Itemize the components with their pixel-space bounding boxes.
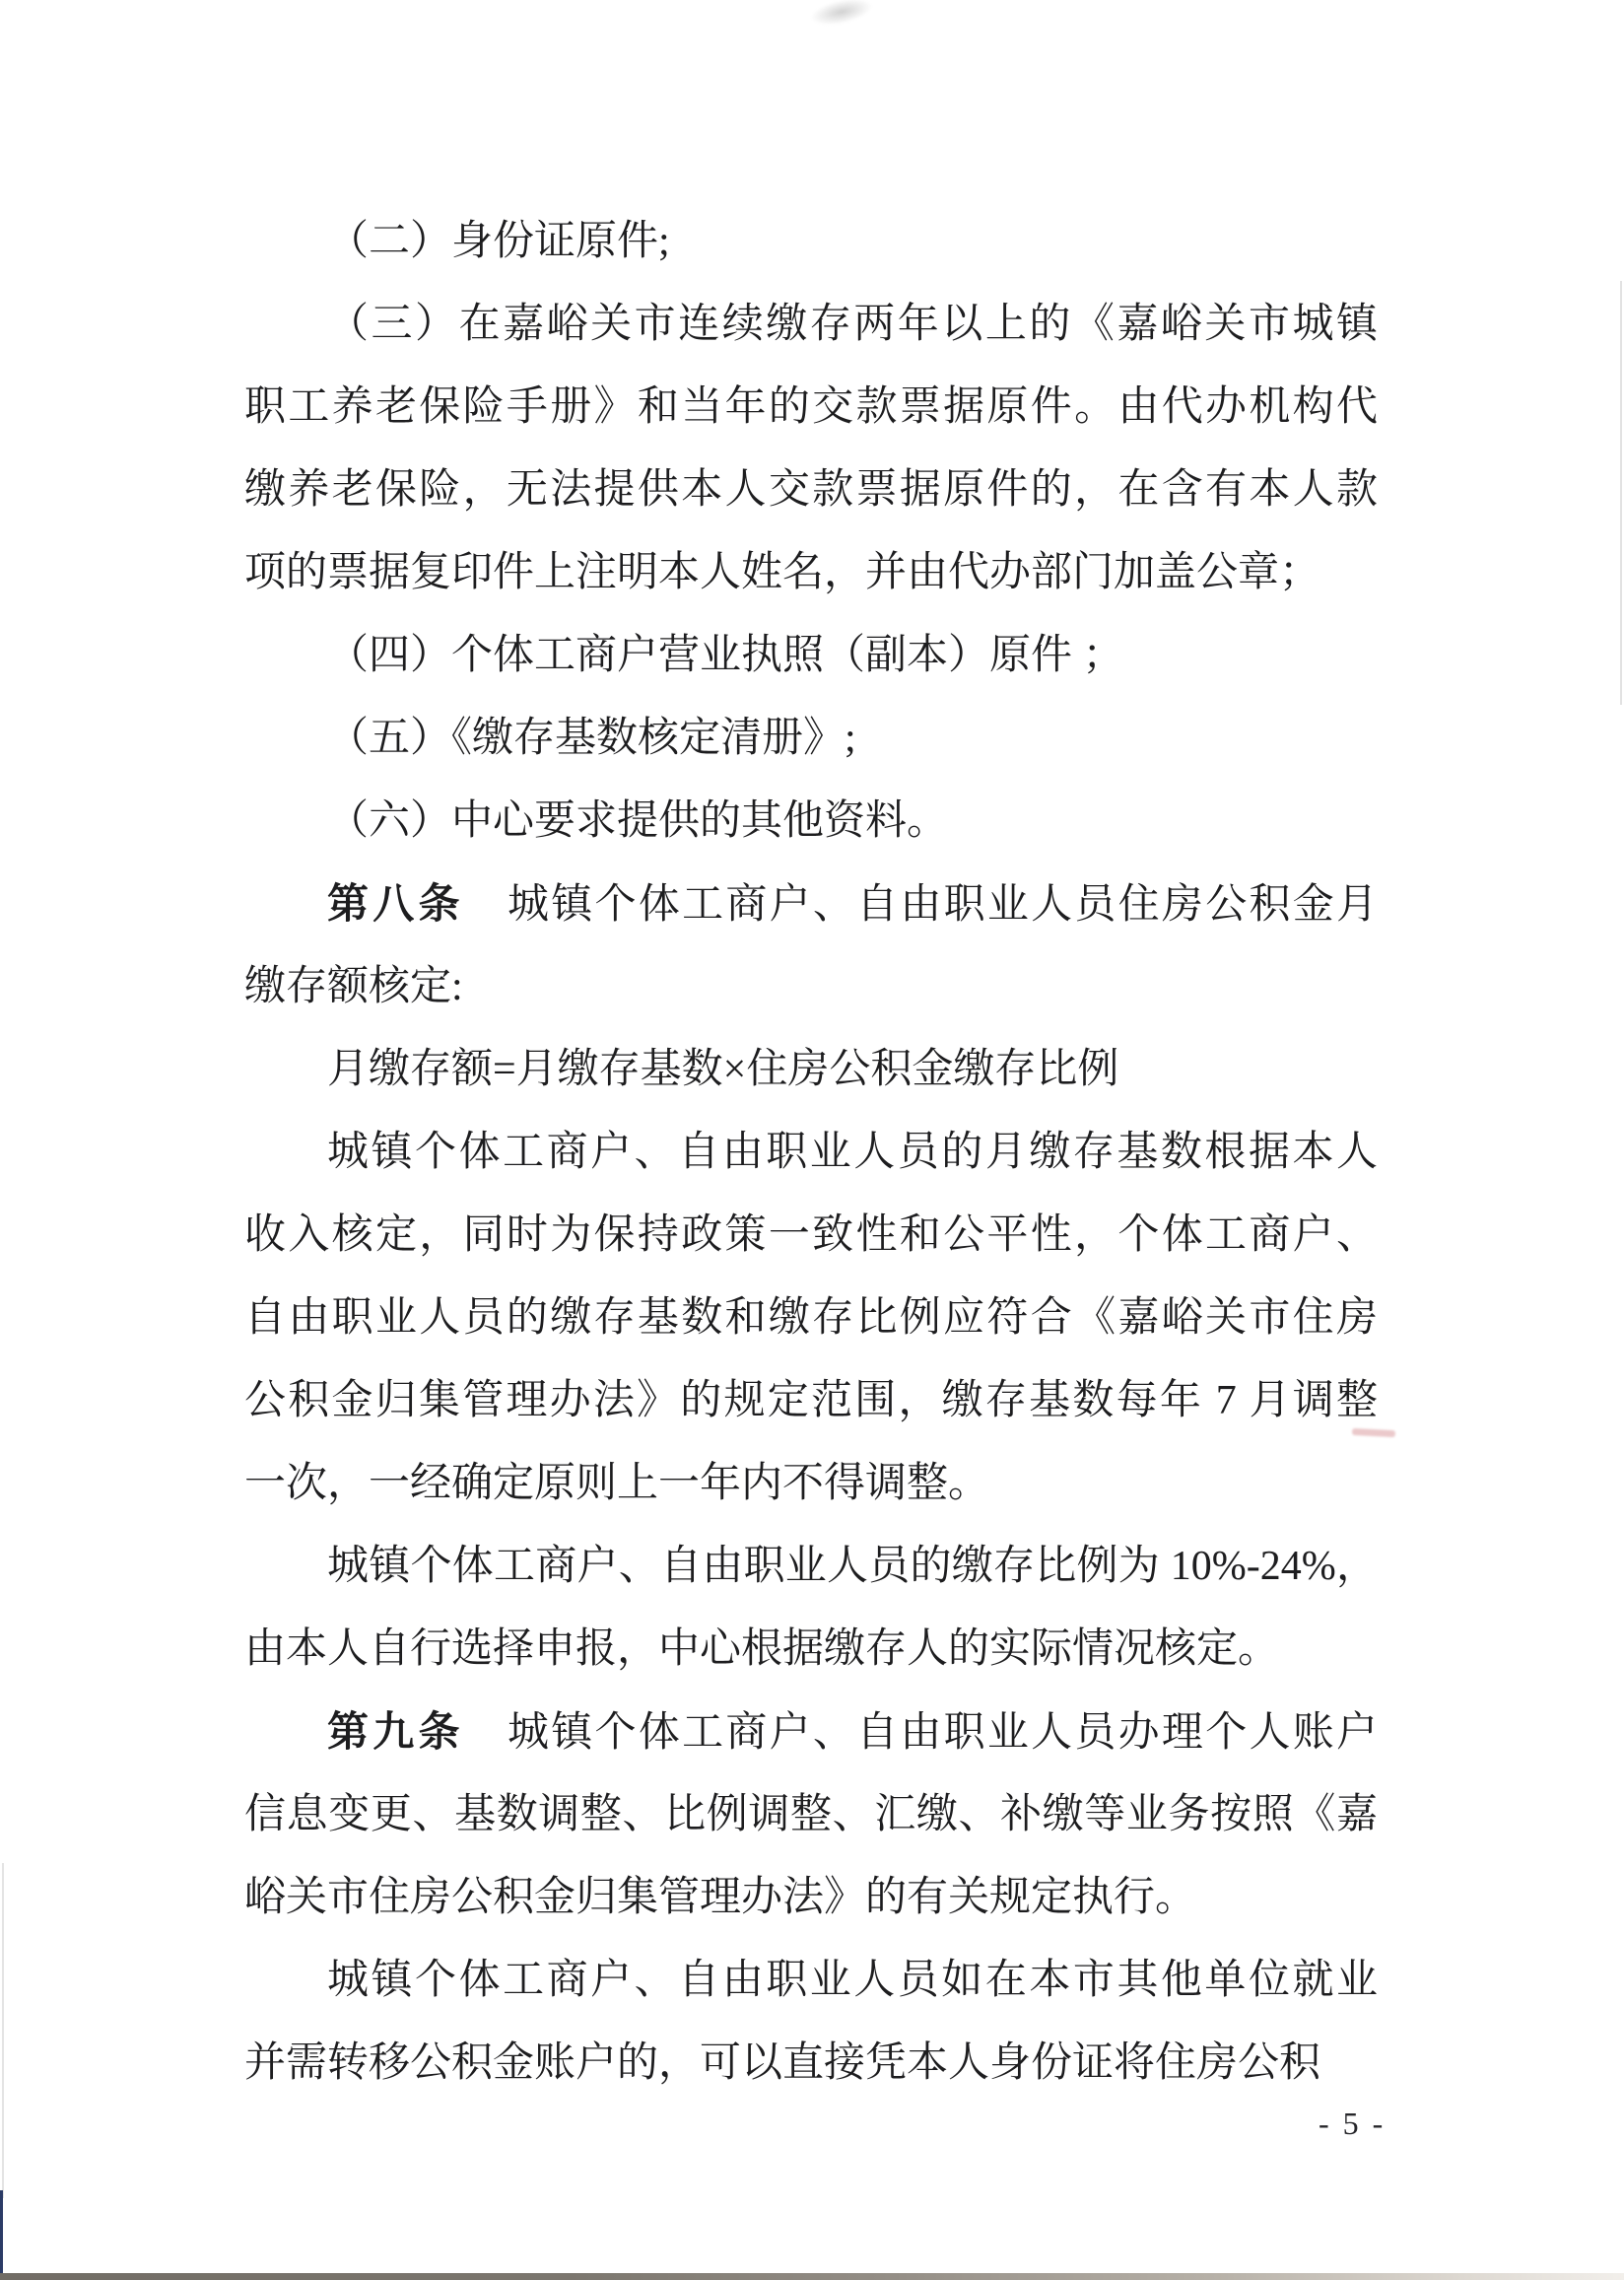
page-number: - 5 - xyxy=(1319,2106,1387,2141)
text-line: 峪关市住房公积金归集管理办法》的有关规定执行。 xyxy=(244,1875,1197,1920)
text-line: 公积金归集管理办法》的规定范围，缴存基数每年 7 月调整 xyxy=(244,1378,1378,1423)
text-line: 第九条 城镇个体工商户、自由职业人员办理个人账户 xyxy=(327,1708,1378,1756)
text-line: 缴养老保险，无法提供本人交款票据原件的，在含有本人款 xyxy=(244,467,1378,513)
text-line: 收入核定，同时为保持政策一致性和公平性，个体工商户、 xyxy=(244,1212,1378,1258)
text-line: 信息变更、基数调整、比例调整、汇缴、补缴等业务按照《嘉 xyxy=(244,1792,1378,1837)
text-line: 职工养老保险手册》和当年的交款票据原件。由代办机构代 xyxy=(244,384,1378,430)
text-line: 自由职业人员的缴存基数和缴存比例应符合《嘉峪关市住房 xyxy=(244,1295,1378,1341)
text-line: 并需转移公积金账户的，可以直接凭本人身份证将住房公积 xyxy=(244,2040,1321,2086)
text-line: 城镇个体工商户、自由职业人员如在本市其他单位就业 xyxy=(327,1958,1378,2003)
text-block xyxy=(244,200,1378,2105)
text-line: 一次，一经确定原则上一年内不得调整。 xyxy=(244,1461,990,1506)
text-line: 项的票据复印件上注明本人姓名，并由代办部门加盖公章； xyxy=(244,550,1321,595)
text-line: （五）《缴存基数核定清册》; xyxy=(327,716,856,761)
text-line: 月缴存额=月缴存基数×住房公积金缴存比例 xyxy=(327,1047,1119,1092)
scan-line-left-navy xyxy=(0,2190,3,2280)
text-line: （四）个体工商户营业执照（副本）原件 ； xyxy=(327,633,1124,678)
text-line: （三）在嘉峪关市连续缴存两年以上的《嘉峪关市城镇 xyxy=(327,302,1378,347)
scan-line-right xyxy=(1620,281,1622,705)
text-line: 城镇个体工商户、自由职业人员的缴存比例为 10%-24%， xyxy=(327,1544,1378,1589)
scan-line-left-faint xyxy=(2,1863,4,2198)
text-line: 城镇个体工商户、自由职业人员的月缴存基数根据本人 xyxy=(327,1130,1378,1175)
text-line: 缴存额核定: xyxy=(244,964,463,1009)
scan-smudge-top xyxy=(808,0,875,30)
article-number: 第八条 xyxy=(327,880,464,927)
text-line: 由本人自行选择申报，中心根据缴存人的实际情况核定。 xyxy=(244,1626,1280,1672)
text-line: （六）中心要求提供的其他资料。 xyxy=(327,798,949,844)
text-line: （二）身份证原件; xyxy=(327,219,670,264)
scan-strip-bottom xyxy=(0,2273,1624,2280)
article-number: 第九条 xyxy=(327,1708,464,1755)
text-line: 第八条 城镇个体工商户、自由职业人员住房公积金月 xyxy=(327,880,1378,928)
